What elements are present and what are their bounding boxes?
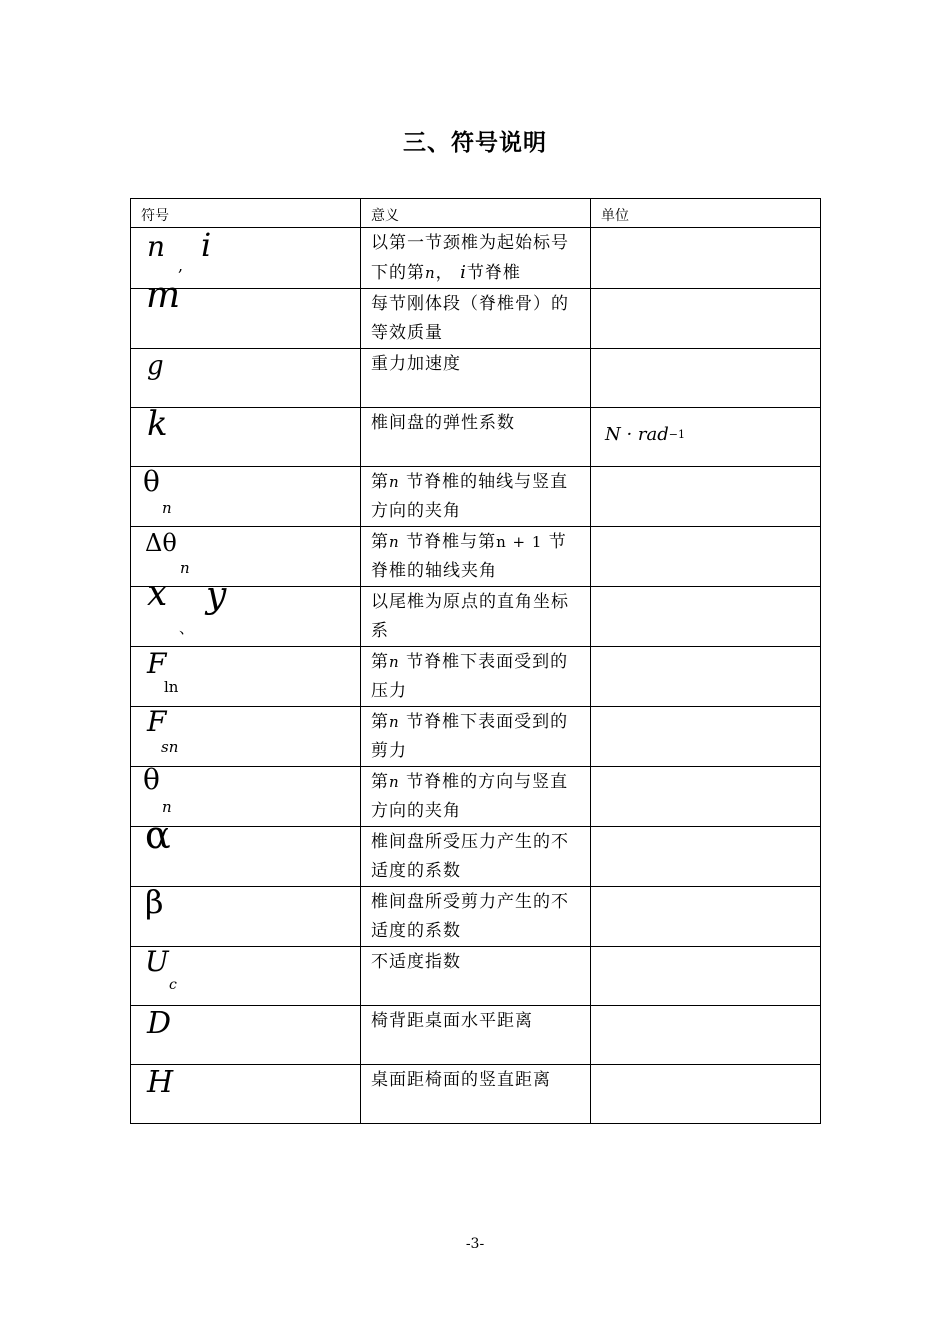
symbol-cell bbox=[131, 1006, 361, 1065]
table-row bbox=[131, 467, 821, 527]
symbol-main: β bbox=[145, 883, 164, 921]
unit-cell bbox=[591, 947, 821, 1006]
meaning-text: 节脊椎 bbox=[466, 263, 521, 283]
meaning-text: 节脊椎的方向与竖直方向的夹角 bbox=[371, 772, 569, 821]
meaning-cell: 椎间盘所受压力产生的不适度的系数 bbox=[361, 827, 591, 887]
header-unit: 单位 bbox=[591, 199, 821, 228]
meaning-variable: n bbox=[389, 653, 400, 671]
unit-exponent: −1 bbox=[668, 428, 685, 441]
meaning-text: 节脊椎与第 bbox=[406, 532, 497, 552]
symbol-cell bbox=[131, 467, 361, 527]
symbol-subscript: ln bbox=[164, 678, 179, 696]
meaning-cell: 椅背距桌面水平距离 bbox=[361, 1006, 591, 1065]
header-symbol: 符号 bbox=[131, 199, 361, 228]
meaning-cell: 不适度指数 bbox=[361, 947, 591, 1006]
meaning-variable: n bbox=[389, 713, 400, 731]
table-row bbox=[131, 707, 821, 767]
unit-main: N · rad bbox=[605, 424, 669, 445]
symbol-secondary: i bbox=[201, 226, 212, 264]
symbol-main: F bbox=[147, 705, 167, 738]
table-row bbox=[131, 587, 821, 647]
unit-cell bbox=[591, 647, 821, 707]
symbol-separator: 、 bbox=[179, 619, 195, 637]
meaning-cell: 椎间盘的弹性系数 bbox=[361, 408, 591, 467]
meaning-text: 节脊椎的轴线与竖直方向的夹角 bbox=[371, 472, 569, 521]
meaning-text: 以第一节颈椎为起始标号下的第 bbox=[371, 233, 569, 283]
symbol-subscript: n bbox=[180, 559, 190, 577]
symbol-main: m bbox=[146, 275, 181, 316]
table-header-row bbox=[131, 199, 821, 228]
meaning-variable: n bbox=[425, 264, 436, 282]
unit-value bbox=[605, 424, 685, 445]
meaning-cell: 椎间盘所受剪力产生的不适度的系数 bbox=[361, 887, 591, 947]
symbol-secondary: y bbox=[206, 575, 227, 616]
table-row bbox=[131, 647, 821, 707]
table-row bbox=[131, 349, 821, 408]
symbol-cell bbox=[131, 707, 361, 767]
table-row bbox=[131, 767, 821, 827]
meaning-cell: 每节刚体段（脊椎骨）的等效质量 bbox=[361, 289, 591, 349]
meaning-variable: n bbox=[389, 773, 400, 791]
meaning-text: 第 bbox=[371, 532, 389, 552]
meaning-text: 节脊椎的轴线夹角 bbox=[371, 532, 567, 581]
meaning-variable: n bbox=[389, 473, 400, 491]
symbol-main: g bbox=[147, 351, 164, 381]
meaning-cell bbox=[361, 467, 591, 527]
meaning-variable: n bbox=[389, 533, 400, 551]
symbol-main: F bbox=[147, 647, 167, 680]
symbol-main: α bbox=[145, 813, 171, 857]
symbol-cell bbox=[131, 947, 361, 1006]
symbol-main: θ bbox=[143, 465, 160, 498]
meaning-cell bbox=[361, 647, 591, 707]
symbol-main: U bbox=[145, 945, 169, 978]
page-number: -3- bbox=[465, 1236, 485, 1252]
section-title: 三、符号说明 bbox=[403, 130, 547, 156]
symbol-cell bbox=[131, 275, 361, 349]
symbol-subscript: n bbox=[162, 798, 172, 816]
meaning-text: 节脊椎下表面受到的剪力 bbox=[371, 712, 569, 761]
meaning-cell bbox=[361, 767, 591, 827]
meaning-variable: n + 1 bbox=[496, 533, 543, 551]
symbol-subscript: n bbox=[162, 499, 172, 517]
table-row bbox=[131, 1065, 821, 1124]
table-row bbox=[131, 887, 821, 947]
symbol-cell bbox=[131, 813, 361, 887]
unit-cell bbox=[591, 827, 821, 887]
meaning-text: 第 bbox=[371, 472, 389, 492]
table-row bbox=[131, 289, 821, 349]
unit-cell bbox=[591, 289, 821, 349]
symbol-main: n bbox=[147, 230, 166, 263]
unit-cell bbox=[591, 228, 821, 289]
meaning-text: 第 bbox=[371, 712, 389, 732]
meaning-text: 节脊椎下表面受到的压力 bbox=[371, 652, 569, 701]
unit-cell bbox=[591, 587, 821, 647]
table-row bbox=[131, 527, 821, 587]
table-row bbox=[131, 228, 821, 289]
table-row bbox=[131, 1006, 821, 1065]
meaning-text: 第 bbox=[371, 652, 389, 672]
symbol-separator: , bbox=[178, 256, 184, 275]
symbol-cell bbox=[131, 883, 361, 947]
meaning-text: 第 bbox=[371, 772, 389, 792]
symbol-table bbox=[130, 198, 821, 1124]
symbol-main: H bbox=[147, 1065, 174, 1100]
symbol-main: D bbox=[147, 1006, 172, 1041]
meaning-cell bbox=[361, 527, 591, 587]
meaning-cell: 以尾椎为原点的直角坐标系 bbox=[361, 587, 591, 647]
meaning-cell: 重力加速度 bbox=[361, 349, 591, 408]
symbol-main: θ bbox=[143, 763, 160, 796]
table-row bbox=[131, 408, 821, 467]
unit-cell bbox=[591, 1065, 821, 1124]
unit-cell bbox=[591, 887, 821, 947]
meaning-cell bbox=[361, 228, 591, 289]
unit-cell bbox=[591, 408, 821, 467]
table-row bbox=[131, 947, 821, 1006]
symbol-cell bbox=[131, 647, 361, 707]
unit-cell bbox=[591, 349, 821, 408]
symbol-cell bbox=[131, 573, 361, 647]
symbol-main: x bbox=[147, 573, 168, 614]
meaning-text: ， bbox=[435, 263, 454, 283]
table-row bbox=[131, 827, 821, 887]
meaning-cell bbox=[361, 707, 591, 767]
header-meaning: 意义 bbox=[361, 199, 591, 228]
unit-cell bbox=[591, 1006, 821, 1065]
symbol-cell bbox=[131, 1065, 361, 1124]
symbol-subscript: sn bbox=[161, 738, 179, 756]
meaning-variable: i bbox=[460, 262, 467, 283]
unit-cell bbox=[591, 527, 821, 587]
symbol-main: k bbox=[147, 404, 168, 444]
symbol-cell bbox=[131, 404, 361, 467]
unit-cell bbox=[591, 707, 821, 767]
meaning-cell: 桌面距椅面的竖直距离 bbox=[361, 1065, 591, 1124]
symbol-subscript: c bbox=[169, 977, 177, 993]
unit-cell bbox=[591, 767, 821, 827]
symbol-cell bbox=[131, 349, 361, 408]
unit-cell bbox=[591, 467, 821, 527]
symbol-main: Δθ bbox=[145, 529, 177, 557]
